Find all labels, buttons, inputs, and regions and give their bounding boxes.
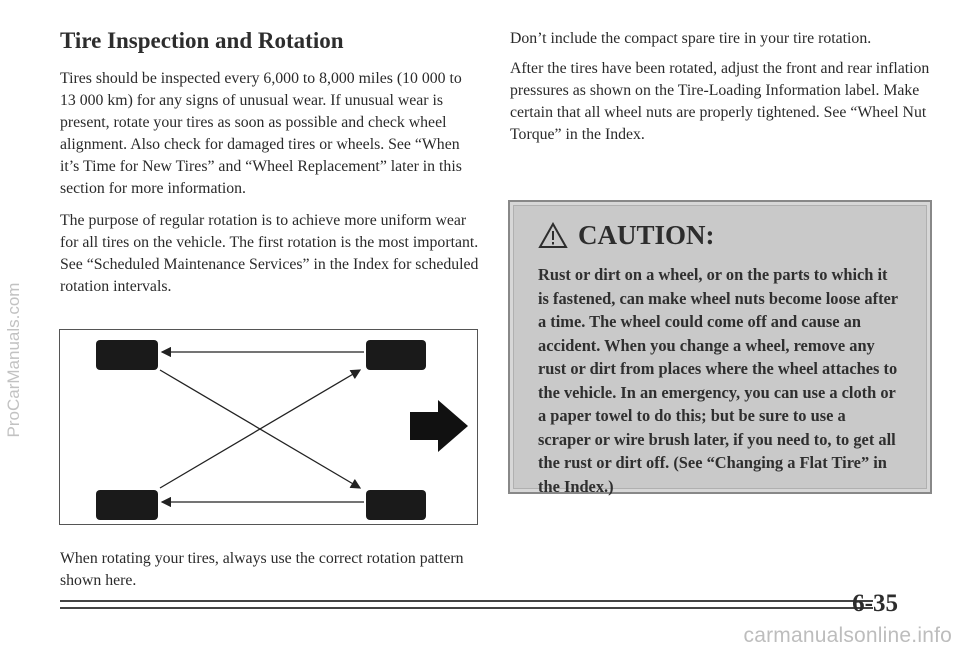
- page-number: 6-35: [852, 590, 898, 617]
- bottom-watermark: carmanualsonline.info: [743, 624, 952, 647]
- side-watermark: ProCarManuals.com: [4, 282, 23, 438]
- footer-rule-top: [60, 600, 873, 602]
- caution-header: [538, 220, 902, 251]
- tire-rotation-diagram: [59, 329, 478, 525]
- caution-text: Rust or dirt on a wheel, or on the parts to which it is fastened, can make wheel nuts become loose after a time. The wheel could come off and cause an accident. When you change a wheel, remove any rust or dirt from places where the wheel attaches to the vehicle. In an emergency, you can use a cloth or a paper towel to do this; but be sure to use a scraper or wire brush later, if you need to, to get all the rust or dirt off. (See “Changing a Flat Tire” in the Index.): [538, 265, 898, 496]
- tire-rear-right: [96, 490, 158, 520]
- right-column: [510, 28, 930, 154]
- diagram-caption: When rotating your tires, always use the correct rotation pattern shown here.: [60, 550, 464, 589]
- tire-front-left: [366, 340, 426, 370]
- rotation-pattern-graphic: [60, 330, 477, 524]
- warning-triangle-icon: [538, 222, 568, 249]
- rotation-purpose-paragraph: The purpose of regular rotation is to achieve more uniform wear for all tires on the vehicle. The first rotation is the most important. See “Scheduled Maintenance Services” in the Index for scheduled rotation intervals.: [60, 212, 479, 295]
- after-rotation-paragraph: After the tires have been rotated, adjust the front and rear inflation pressures as shown on the Tire-Loading Information label. Make certain that all wheel nuts are properly tightened. See “Wheel Nut Torque” in the Index.: [510, 60, 930, 143]
- left-column: [60, 28, 480, 308]
- footer-rule-bottom: [60, 607, 873, 609]
- section-title: Tire Inspection and Rotation: [60, 28, 344, 53]
- caution-title: CAUTION:: [578, 220, 715, 250]
- caution-box: [508, 200, 932, 494]
- tire-rear-left: [96, 340, 158, 370]
- inspection-paragraph: Tires should be inspected every 6,000 to 8,000 miles (10 000 to 13 000 km) for any signs of unusual wear. If unusual wear is present, rotate your tires as soon as possible and check wheel alignment. Also check for damaged tires or wheels. See “When it’s Time for New Tires” and “Wheel Replacement” later in this section for more information.: [60, 70, 462, 197]
- tire-front-right: [366, 490, 426, 520]
- forward-arrow-icon: [410, 400, 468, 452]
- spare-tire-note: Don’t include the compact spare tire in your tire rotation.: [510, 30, 872, 47]
